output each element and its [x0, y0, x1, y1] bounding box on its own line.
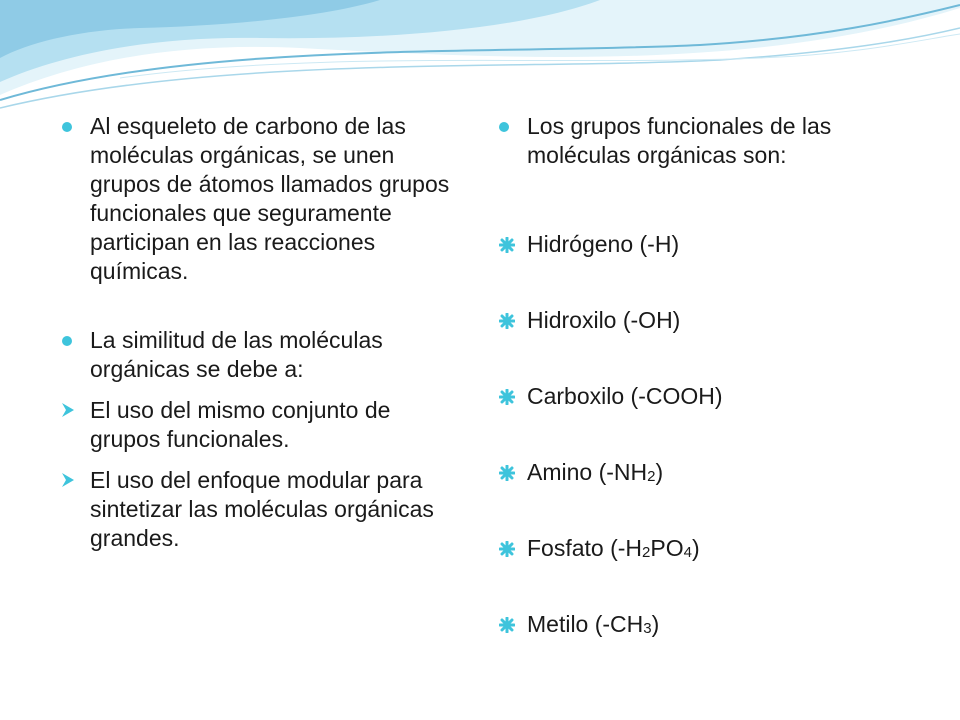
right-column [497, 112, 917, 672]
asterisk-bullet-icon [499, 541, 515, 557]
circle-bullet-icon [499, 122, 509, 132]
circle-bullet-icon [62, 336, 72, 346]
sub-item-same-groups [60, 396, 460, 454]
group-hidroxilo [497, 306, 680, 335]
asterisk-bullet-icon [499, 313, 515, 329]
paragraph-text: Al esqueleto de carbono de las moléculas orgánicas, se unen grupos de átomos llamados grupos funcionales que seguramente participan en las reacciones químicas. [90, 113, 450, 284]
functional-groups-intro [497, 112, 917, 170]
circle-bullet-icon [62, 122, 72, 132]
group-carboxilo [497, 382, 723, 411]
paragraph-skeleton [60, 112, 460, 286]
group-label: Carboxilo (-COOH) [527, 383, 723, 409]
group-label: Amino $(-NH_2)$ [527, 459, 664, 485]
asterisk-bullet-icon [499, 237, 515, 253]
intro-text: Los grupos funcionales de las moléculas orgánicas son: [527, 113, 832, 168]
asterisk-bullet-icon [499, 389, 515, 405]
sub-item-text: El uso del enfoque modular para sintetizar las moléculas orgánicas grandes. [90, 467, 434, 551]
paragraph-text: La similitud de las moléculas orgánicas se debe a: [90, 327, 383, 382]
asterisk-bullet-icon [499, 465, 515, 481]
group-label: Fosfato $(-H_2PO_4)$ [527, 535, 700, 561]
group-amino [497, 458, 663, 490]
paragraph-similarity [60, 326, 460, 384]
arrow-bullet-icon [60, 471, 76, 489]
group-fosfato [497, 534, 700, 566]
left-column [60, 112, 460, 553]
sub-item-modular [60, 466, 460, 553]
asterisk-bullet-icon [499, 617, 515, 633]
group-metilo [497, 610, 659, 642]
group-label: Hidrógeno (-H) [527, 231, 680, 257]
header-wave-decoration [0, 0, 960, 130]
group-hidrogeno [497, 230, 679, 259]
sub-item-text: El uso del mismo conjunto de grupos funcionales. [90, 397, 391, 452]
arrow-bullet-icon [60, 401, 76, 419]
group-label: Hidroxilo (-OH) [527, 307, 681, 333]
group-label: Metilo $(-CH_3)$ [527, 611, 660, 637]
